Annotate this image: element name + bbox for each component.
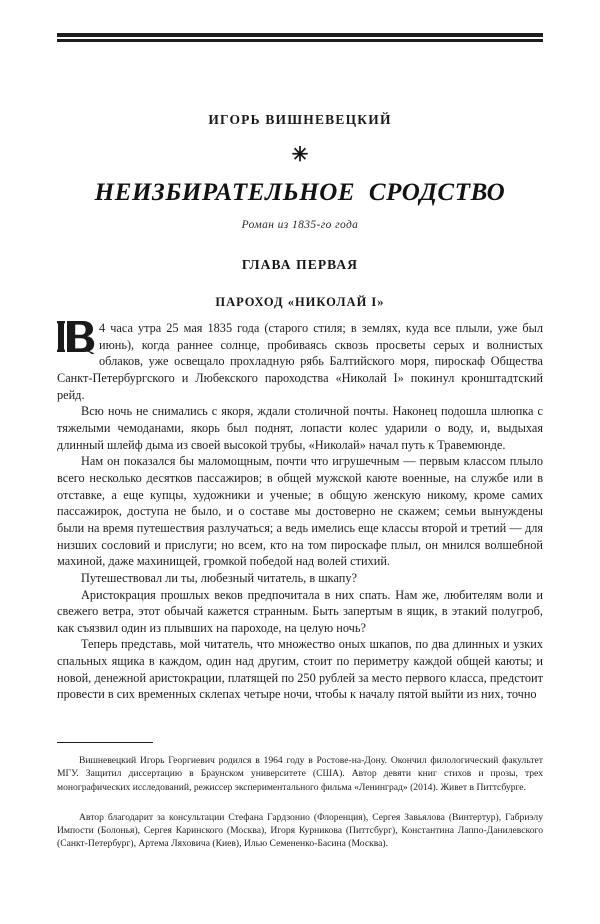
paragraph-1-text: 4 часа утра 25 мая 1835 года (старого стиля; в землях, куда все плыли, уже был июнь), когда раннее солнце, пробиваясь сквозь просветы серых и волнистых облаков, уже освещало прохладную рябь Балтийского моря, пироскаф Общества Санкт-Петербургского и Любекского пароходства «Николай I» покинул кронштадтский рейд.	[57, 321, 543, 402]
author-name: ИГОРЬ ВИШНЕВЕЦКИЙ	[208, 112, 392, 127]
chapter-heading: ГЛАВА ПЕРВАЯ	[241, 257, 359, 273]
book-subtitle: Роман из 1835-го года	[241, 219, 359, 232]
paragraph-2: Всю ночь не снимались с якоря, ждали столичной почты. Наконец подошла шлюпка с тяжелыми чемоданами, якорь был поднят, лопасти колес ударили о воду, и, выдыхая длинный шлейф дыма из своей высокой трубы, «Николай» начал путь к Травемюнде.	[57, 404, 543, 452]
asterisk-ornament-icon: ✳	[291, 144, 309, 167]
chapter-subheading: ПАРОХОД «НИКОЛАЙ I»	[215, 295, 385, 310]
paragraph-1	[57, 320, 543, 403]
paragraph-5: Аристокрация прошлых веков предпочитала в них спать. Нам же, любителям воли и свежего ветра, этот обычай кажется странным. Быть запертым в ящик, в этакий полугроб, как съязвил один из плывших на пароходе, на целую ночь?	[57, 587, 543, 635]
footnote-separator-rule	[57, 742, 153, 743]
body-text-block	[57, 320, 543, 703]
paragraph-3: Нам он показался бы маломощным, почти что игрушечным — первым классом плыло всего несколько десятков пассажиров; в общей мужской каюте военные, на службе или в отставке, а еще купцы, художники и ученые; в общую женскую никому, кроме самих пассажирок, доступа не было, и о составе мы достоверно не скажем; семьи вынуждены были на время путешествия разлучаться; а ведь имелись еще классы второй и третий — для низших сословий и прислуги; но всем, кто на том пироскафе плыл, он мнился волшебной махиной, даже махинищей, громкой победой над волей стихий.	[57, 454, 543, 569]
front-matter	[57, 112, 543, 310]
footnote-area	[57, 742, 543, 850]
footnote-acknowledgements: Автор благодарит за консультации Стефана Гардзонио (Флоренция), Сергея Завьялова (Винтертур), Габриэлу Импости (Болонья), Сергея Каринского (Москва), Игоря Курникова (Питтсбург), Константина Лаппо-Данилевского (Санкт-Петербург), Артема Ляховича (Киев), Илью Семененко-Басина (Москва).	[57, 811, 543, 849]
dropcap-letter-v-icon	[57, 321, 95, 354]
paragraph-6: Теперь представь, мой читатель, что множество оных шкапов, по два длинных и узких спальных ящика в каждом, один над другим, стоит по периметру каждой общей каюты; и новой, денежной аристокрации, платящей по 250 рублей за место первого класса, предстоит провести в сих временных склепах четыре ночи, чтобы к началу пятой выйти из них, точно	[57, 637, 543, 702]
top-double-rule	[57, 33, 543, 43]
page-title: НЕИЗБИРАТЕЛЬНОЕ СРОДСТВО	[94, 179, 506, 207]
top-rule-thin-bar	[57, 39, 543, 42]
footnote-author-bio: Вишневецкий Игорь Георгиевич родился в 1964 году в Ростове-на-Дону. Окончил филологический факультет МГУ. Защитил диссертацию в Браунском университете (США). Автор девяти книг стихов и прозы, трех монографических исследований, режиссер экспериментального фильма «Ленинград» (2014). Живет в Питтсбурге.	[57, 755, 543, 793]
paragraph-4: Путешествовал ли ты, любезный читатель, в шкапу?	[81, 570, 357, 585]
